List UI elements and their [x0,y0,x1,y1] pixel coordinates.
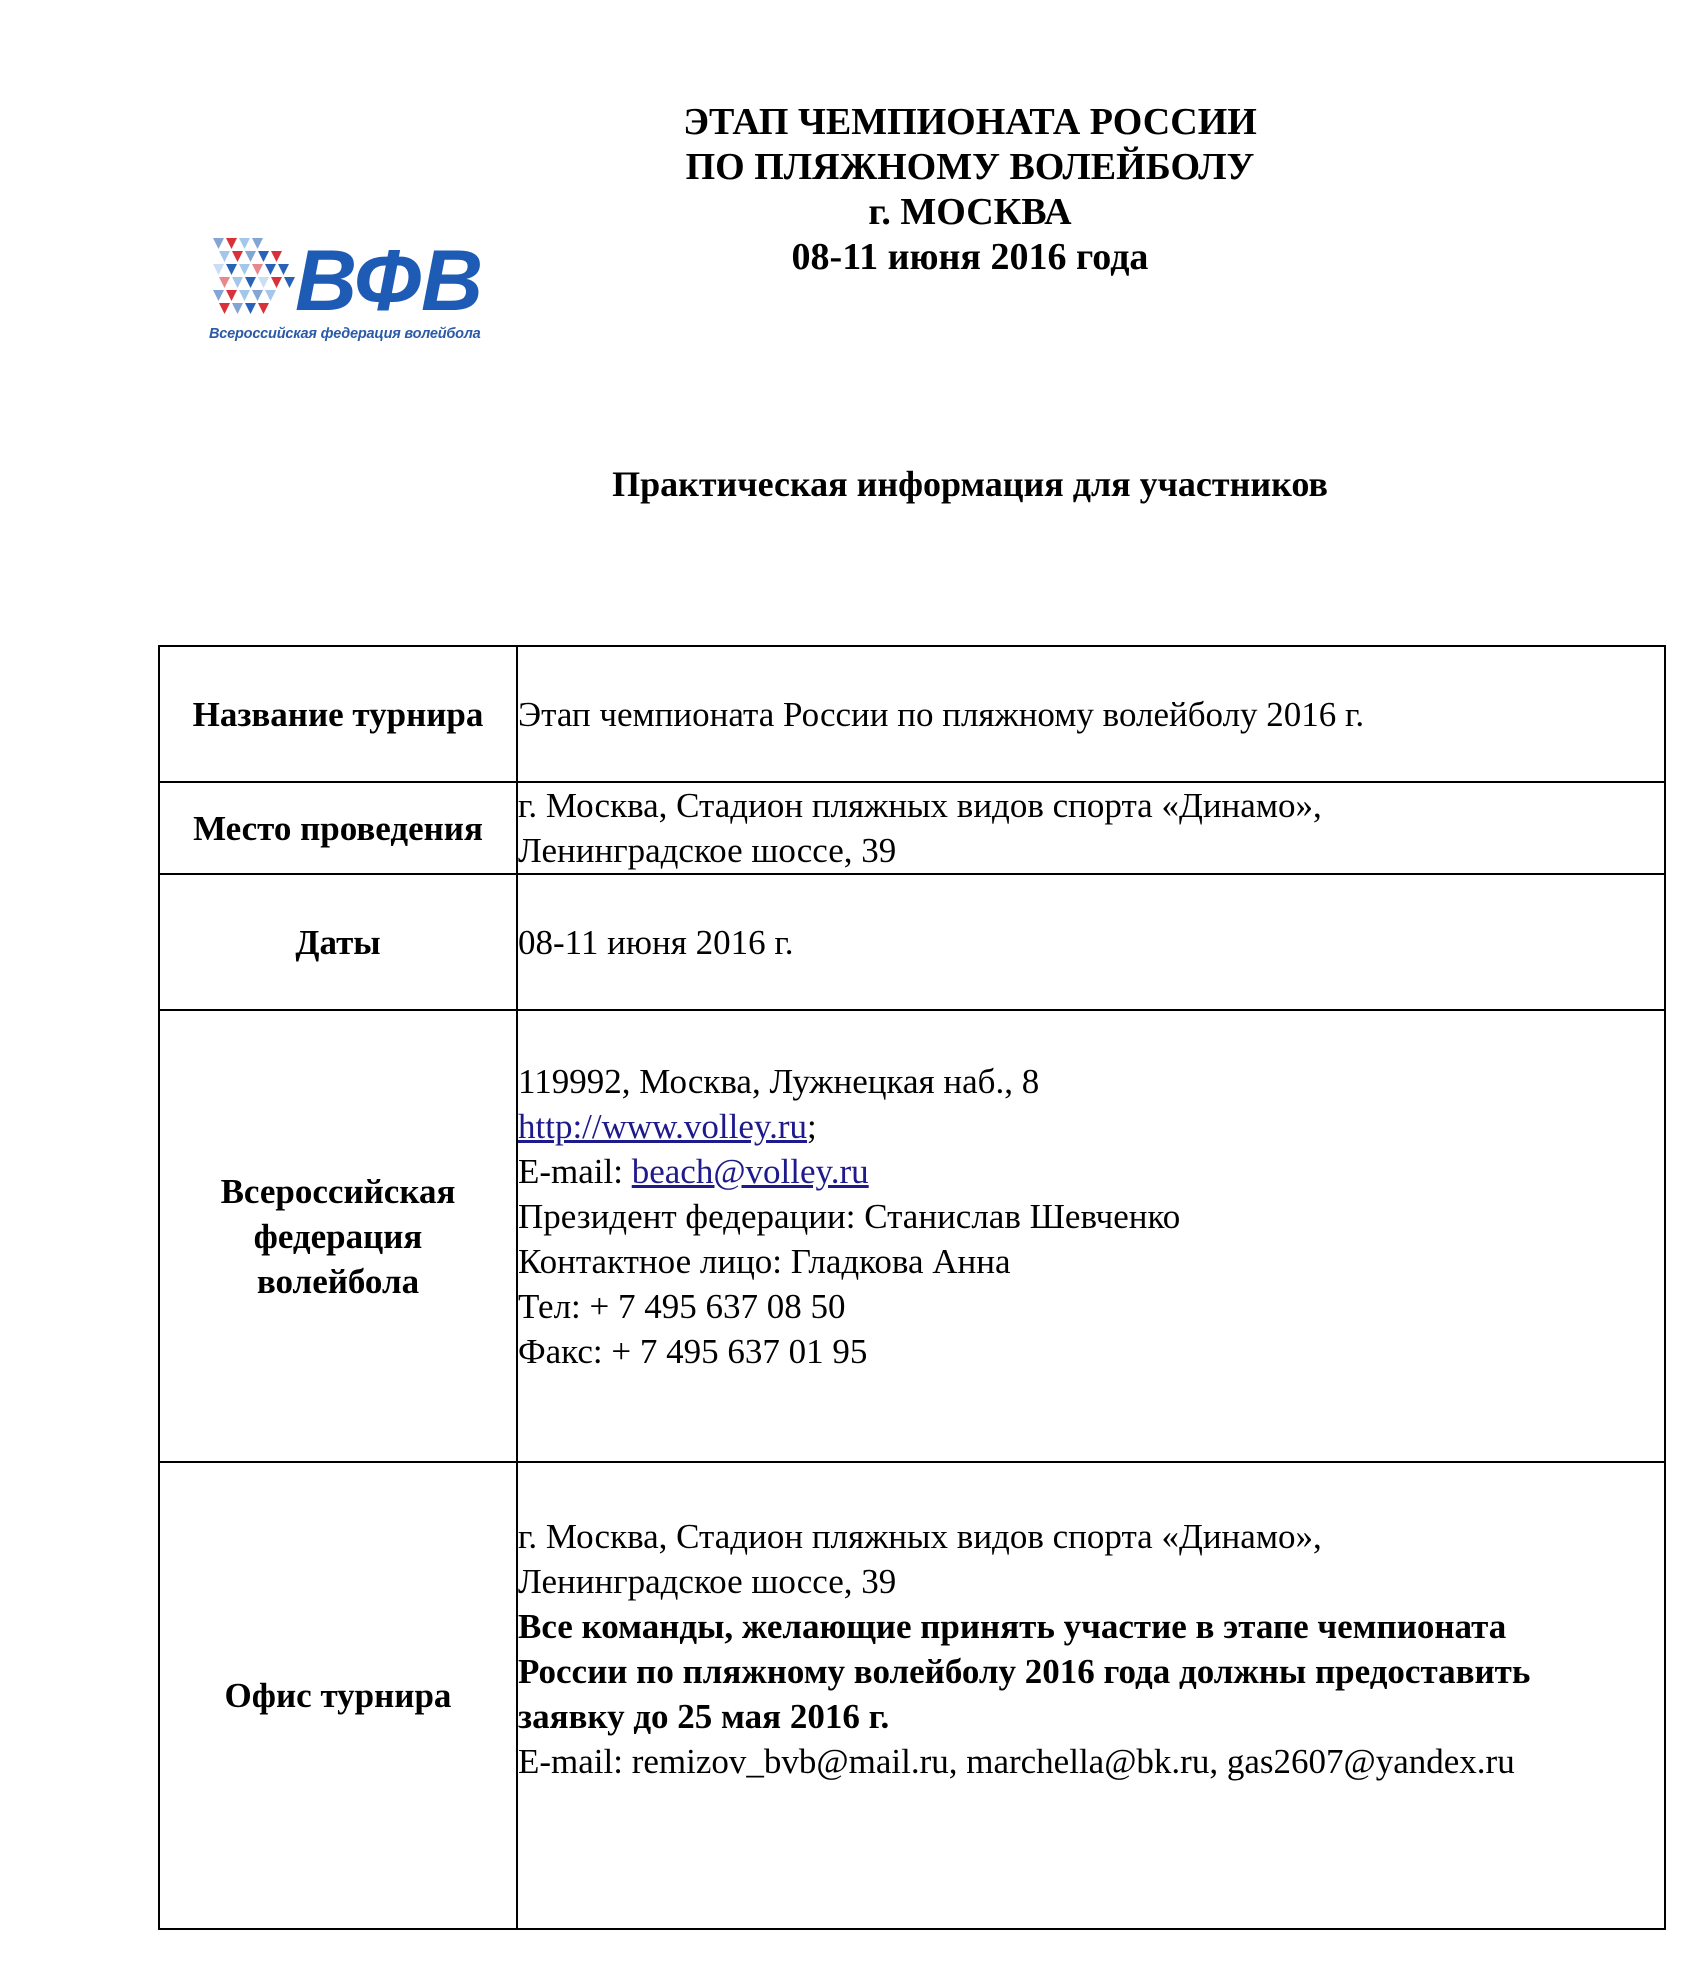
email-link[interactable]: beach@volley.ru [631,1152,869,1191]
document-header [530,100,1410,280]
row-label [159,1010,517,1462]
logo-triangle [213,290,224,301]
row-label: Офис турнира [159,1462,517,1929]
logo-caption: Всероссийская федерация волейбола [209,326,481,342]
president-line: Президент федерации: Станислав Шевченко [518,1197,1181,1236]
logo-triangle [252,264,263,275]
logo-triangle [213,264,224,275]
application-notice-line: Все команды, желающие принять участие в этапе чемпионата [518,1607,1507,1646]
office-emails-line: E-mail: remizov_bvb@mail.ru, marchella@bk.ru, gas2607@yandex.ru [518,1742,1515,1781]
logo-mark-text: ВФВ [295,233,484,329]
logo-triangle [245,303,256,314]
table-row-tournament-name [159,646,1665,782]
row-value [517,1462,1665,1929]
logo-triangle [239,238,250,249]
header-line-1: ЭТАП ЧЕМПИОНАТА РОССИИ [683,101,1257,143]
row-value [517,874,1665,1010]
office-address-line: Ленинградское шоссе, 39 [518,1562,897,1601]
website-suffix: ; [807,1107,817,1146]
logo-triangle [219,277,230,288]
office-address-line: г. Москва, Стадион пляжных видов спорта «Динамо», [518,1517,1322,1556]
logo-triangle [258,277,269,288]
header-line-4: 08-11 июня 2016 года [791,236,1149,278]
application-notice-line: России по пляжному волейболу 2016 года должны предоставить [518,1652,1531,1691]
phone-line: Тел: + 7 495 637 08 50 [518,1287,846,1326]
label-line: федерация [253,1216,423,1256]
logo-triangle [278,264,289,275]
application-notice-line: заявку до 25 мая 2016 г. [518,1697,890,1736]
row-label: Место проведения [159,782,517,874]
value-line: Этап чемпионата России по пляжному волейболу 2016 г. [518,694,1365,734]
logo-triangle [213,238,224,249]
logo-triangle [226,290,237,301]
logo-triangle [284,277,295,288]
row-label: Название турнира [159,646,517,782]
logo-triangle [226,238,237,249]
value-line: 08-11 июня 2016 г. [518,922,794,962]
header-line-2: ПО ПЛЯЖНОМУ ВОЛЕЙБОЛУ [685,146,1255,188]
logo-triangle [239,290,250,301]
logo-triangle [226,264,237,275]
logo-triangle [232,277,243,288]
logo-triangle [271,251,282,262]
vfv-logo-mark [209,230,499,330]
row-value [517,646,1665,782]
logo-triangle [265,264,276,275]
contact-line: Контактное лицо: Гладкова Анна [518,1242,1011,1281]
table-row-office [159,1462,1665,1929]
logo-triangle [252,290,263,301]
logo-triangle-mosaic [213,238,295,314]
email-label: E-mail: [518,1152,632,1191]
website-line [518,1104,1664,1149]
logo-triangle [219,251,230,262]
value-line: г. Москва, Стадион пляжных видов спорта «Динамо», [518,786,1322,825]
info-table [158,645,1666,1930]
document-subtitle: Практическая информация для участников [612,464,1328,504]
label-line: волейбола [256,1261,420,1301]
logo-triangle [265,290,276,301]
table-row-venue [159,782,1665,874]
table-row-federation [159,1010,1665,1462]
row-value [517,782,1665,874]
label-line: Всероссийская [220,1171,456,1211]
header-line-3: г. МОСКВА [868,191,1072,233]
logo-triangle [258,251,269,262]
table-row-dates [159,874,1665,1010]
logo-triangle [232,251,243,262]
logo-triangle [239,264,250,275]
logo-triangle [232,303,243,314]
logo-triangle [258,303,269,314]
email-line [518,1149,1664,1194]
value-line: Ленинградское шоссе, 39 [518,831,897,870]
logo-triangle [271,277,282,288]
logo-triangle [252,238,263,249]
row-value [517,1010,1665,1462]
fax-line: Факс: + 7 495 637 01 95 [518,1332,868,1371]
federation-address: 119992, Москва, Лужнецкая наб., 8 [518,1062,1040,1101]
vfv-logo [209,230,499,350]
row-label: Даты [159,874,517,1010]
logo-triangle [245,277,256,288]
website-link[interactable]: http://www.volley.ru [518,1107,808,1146]
logo-triangle [245,251,256,262]
logo-triangle [219,303,230,314]
